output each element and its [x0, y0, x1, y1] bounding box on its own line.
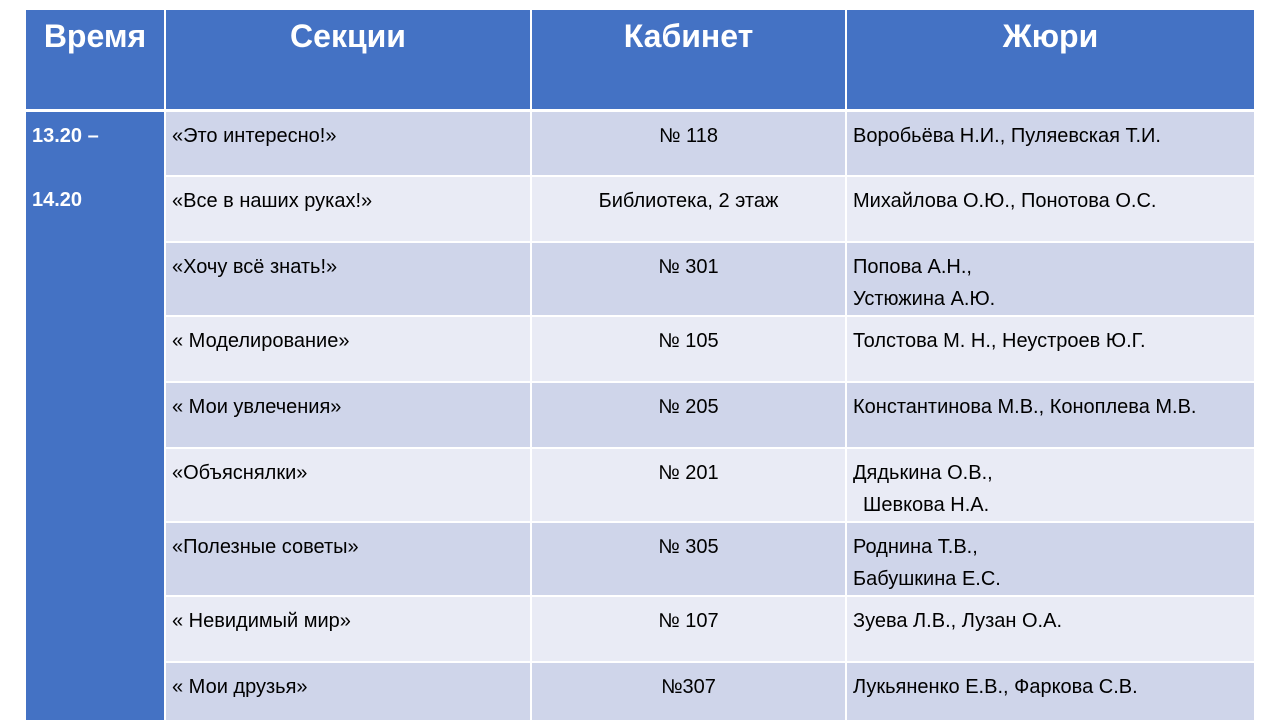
header-row [26, 10, 1254, 110]
section-cell: «Полезные советы» [165, 522, 531, 596]
jury-cell [846, 242, 1254, 316]
jury-line: Лукьяненко Е.В., Фаркова С.В. [853, 676, 1138, 698]
jury-line: Роднина Т.В., [853, 536, 978, 558]
jury-cell [846, 110, 1254, 176]
room-cell: № 107 [531, 596, 846, 662]
table-row [26, 596, 1254, 662]
table-row [26, 110, 1254, 176]
table-row [26, 448, 1254, 522]
section-cell: «Хочу всё знать!» [165, 242, 531, 316]
section-cell: « Мои друзья» [165, 662, 531, 720]
time-start: 13.20 – [32, 124, 99, 147]
room-cell: №307 [531, 662, 846, 720]
header-room: Кабинет [531, 10, 846, 110]
jury-line: Толстова М. Н., Неустроев Ю.Г. [853, 330, 1146, 352]
room-cell: № 301 [531, 242, 846, 316]
header-time: Время [26, 10, 165, 110]
section-cell: «Все в наших руках!» [165, 176, 531, 242]
room-cell: № 205 [531, 382, 846, 448]
jury-line: Воробьёва Н.И., Пуляевская Т.И. [853, 124, 1161, 147]
jury-line: Дядькина О.В., [853, 462, 993, 484]
room-cell: № 201 [531, 448, 846, 522]
room-cell: № 118 [531, 110, 846, 176]
jury-cell [846, 596, 1254, 662]
section-cell: «Это интересно!» [165, 110, 531, 176]
table-row [26, 242, 1254, 316]
jury-cell [846, 522, 1254, 596]
jury-line: Устюжина А.Ю. [853, 288, 996, 310]
section-cell: « Мои увлечения» [165, 382, 531, 448]
section-cell: «Объяснялки» [165, 448, 531, 522]
table-row [26, 662, 1254, 720]
jury-line: Зуева Л.В., Лузан О.А. [853, 610, 1063, 632]
room-cell: № 105 [531, 316, 846, 382]
jury-line: Бабушкина Е.С. [853, 568, 1001, 590]
section-cell: « Моделирование» [165, 316, 531, 382]
time-cell [26, 110, 165, 720]
jury-line: Шевкова Н.А. [863, 494, 990, 516]
header-sections: Секции [165, 10, 531, 110]
header-jury: Жюри [846, 10, 1254, 110]
table-row [26, 522, 1254, 596]
time-end: 14.20 [32, 188, 83, 211]
section-cell: « Невидимый мир» [165, 596, 531, 662]
room-cell: Библиотека, 2 этаж [531, 176, 846, 242]
jury-cell [846, 448, 1254, 522]
jury-cell [846, 662, 1254, 720]
room-cell: № 305 [531, 522, 846, 596]
table-row [26, 316, 1254, 382]
jury-cell [846, 382, 1254, 448]
jury-line: Михайлова О.Ю., Понотова О.С. [853, 190, 1157, 212]
jury-cell [846, 176, 1254, 242]
table-row [26, 176, 1254, 242]
table-row [26, 382, 1254, 448]
jury-line: Попова А.Н., [853, 256, 972, 278]
schedule-table [26, 10, 1254, 720]
jury-line: Константинова М.В., Коноплева М.В. [853, 396, 1197, 418]
jury-cell [846, 316, 1254, 382]
